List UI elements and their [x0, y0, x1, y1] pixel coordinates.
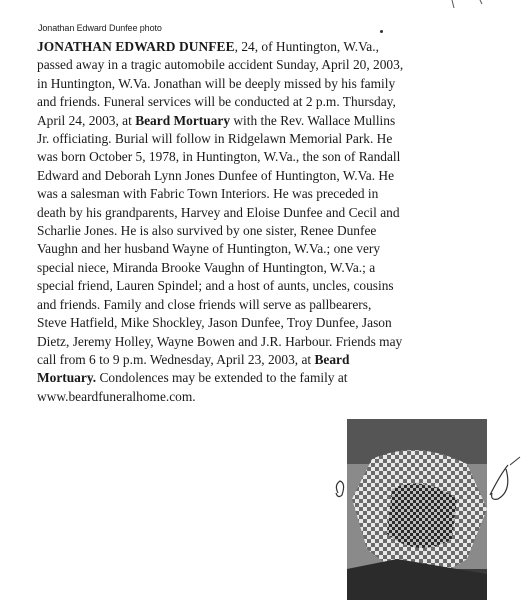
bold-text: Mortuary. — [37, 370, 97, 386]
body-text: with the Rev. Wallace Mullins — [230, 112, 396, 128]
article-line — [37, 388, 497, 406]
article-line — [37, 204, 497, 222]
body-text: Vaughn and her husband Wayne of Huntington, W.Va.; one very — [37, 241, 381, 257]
deceased-name: JONATHAN EDWARD DUNFEE — [37, 39, 235, 54]
body-text: passed away in a tragic automobile accident Sunday, April 20, 2003, — [37, 57, 404, 73]
dot-mark-icon — [380, 30, 383, 33]
article-line — [37, 351, 497, 369]
body-text: Edward and Deborah Lynn Jones Dunfee of Huntington, W.Va. He — [37, 167, 395, 183]
article-line — [37, 259, 497, 277]
article-line — [37, 38, 497, 56]
bold-text: Beard Mortuary — [135, 112, 231, 128]
article-line — [37, 222, 497, 240]
article-line — [37, 369, 497, 387]
body-text: , 24, of Huntington, W.Va., — [234, 39, 379, 54]
body-text: special niece, Miranda Brooke Vaughn of Huntington, W.Va.; a — [37, 259, 376, 275]
body-text: and friends. Family and close friends will serve as pallbearers, — [37, 296, 372, 312]
body-text: www.beardfuneralhome.com. — [37, 388, 196, 404]
body-text: was born October 5, 1978, in Huntington, W.Va., the son of Randall — [37, 149, 401, 165]
body-text: special friend, Lauren Spindel; and a host of aunts, uncles, cousins — [37, 278, 394, 294]
body-text: Jr. officiating. Burial will follow in Ridgelawn Memorial Park. He — [37, 131, 393, 147]
body-text: and friends. Funeral services will be conducted at 2 p.m. Thursday, — [37, 94, 396, 110]
obituary-article — [37, 38, 497, 406]
body-text: April 24, 2003, at — [37, 112, 136, 128]
article-line — [37, 277, 497, 295]
article-line — [37, 185, 497, 203]
article-line — [37, 75, 497, 93]
article-line — [37, 240, 497, 258]
article-line — [37, 148, 497, 166]
body-text: Steve Hatfield, Mike Shockley, Jason Dunfee, Troy Dunfee, Jason — [37, 315, 392, 331]
body-text: Condolences may be extended to the family at — [96, 370, 348, 386]
body-text: was a salesman with Fabric Town Interiors. He was preceded in — [37, 186, 379, 202]
signature-scribble-icon — [330, 455, 525, 535]
article-line — [37, 112, 497, 130]
body-text: in Huntington, W.Va. Jonathan will be deeply missed by his family — [37, 75, 396, 91]
article-line — [37, 130, 497, 148]
body-text: Dietz, Jeremy Holley, Wayne Bowen and J.R. Harbour. Friends may — [37, 333, 403, 349]
article-line — [37, 56, 497, 74]
handwritten-label: Jonathan Edward Dunfee photo — [38, 23, 162, 33]
bold-text: Beard — [314, 351, 350, 367]
pen-mark-icon — [450, 0, 490, 10]
article-line — [37, 333, 497, 351]
article-line — [37, 93, 497, 111]
body-text: call from 6 to 9 p.m. Wednesday, April 23, 2003, at — [37, 351, 315, 367]
article-line — [37, 296, 497, 314]
article-line — [37, 167, 497, 185]
body-text: death by his grandparents, Harvey and Eloise Dunfee and Cecil and — [37, 204, 400, 220]
article-line — [37, 314, 497, 332]
body-text: Scharlie Jones. He is also survived by one sister, Renee Dunfee — [37, 223, 377, 239]
